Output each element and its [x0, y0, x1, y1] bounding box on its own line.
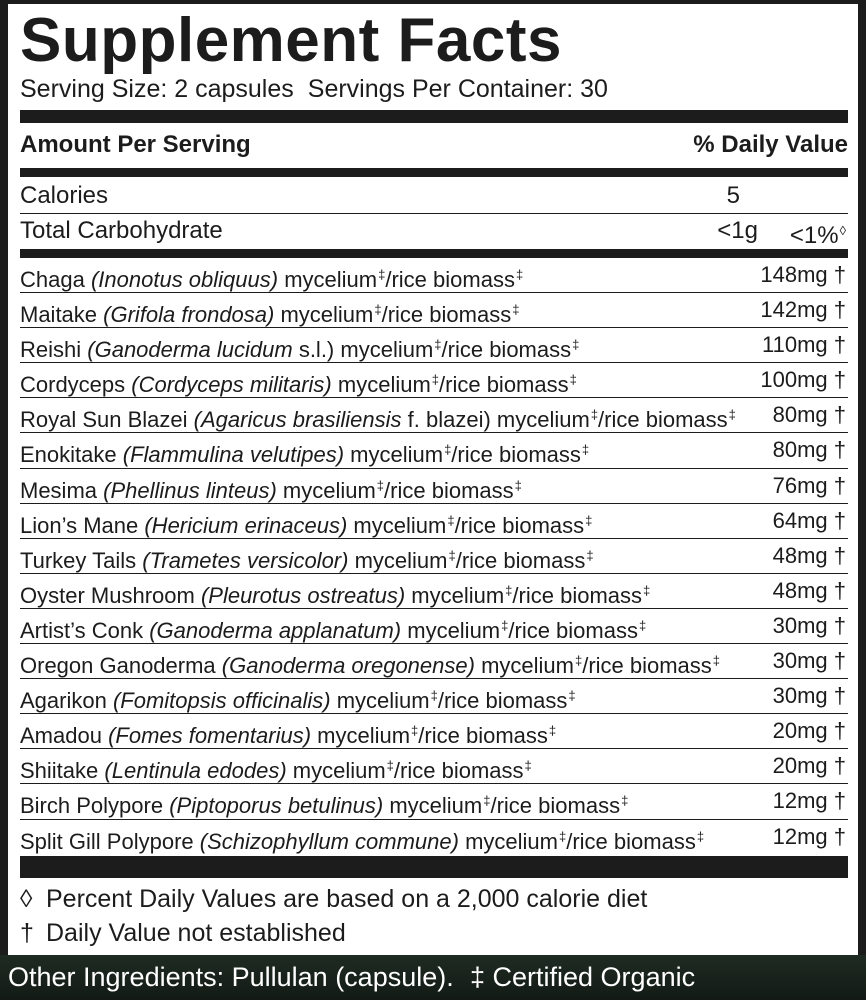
ingredient-row	[20, 469, 848, 504]
ingredient-name: Agarikon	[20, 688, 107, 714]
ingredient-form: mycelium‡/rice biomass‡	[474, 653, 721, 679]
ingredient-list	[20, 258, 848, 855]
ingredient-name: Mesima	[20, 477, 98, 503]
carbohydrate-row	[20, 214, 848, 248]
ingredient-name: Chaga	[20, 267, 85, 292]
ingredient-latin-name: (Piptoporus betulinus)	[169, 793, 384, 819]
ingredient-amount: 80mg †	[772, 437, 846, 463]
ingredient-row	[20, 293, 848, 328]
serving-info	[20, 76, 608, 102]
double-dagger-mark: ‡	[514, 477, 522, 493]
certified-organic-note: ‡ Certified Organic	[470, 962, 696, 992]
double-dagger-mark: ‡	[638, 617, 647, 633]
ingredient-description	[20, 644, 720, 683]
ingredient-form: mycelium‡/rice biomass‡	[334, 337, 580, 363]
ingredient-latin-name: (Schizophyllum commune)	[199, 828, 459, 854]
ingredient-amount: 12mg †	[772, 823, 846, 849]
ingredient-amount: 142mg †	[760, 297, 846, 323]
ingredient-name: Reishi	[20, 337, 82, 363]
ingredient-latin-name: (Flammulina velutipes)	[122, 442, 345, 468]
ingredient-form: mycelium‡/rice biomass‡	[311, 723, 557, 749]
ingredient-amount: 48mg †	[772, 542, 846, 568]
ingredient-name: Turkey Tails	[20, 547, 137, 573]
ingredient-row	[20, 609, 848, 644]
ingredient-name: Maitake	[20, 302, 98, 328]
ingredient-latin-name: (Ganoderma lucidum	[87, 337, 293, 363]
double-dagger-mark: ‡	[590, 407, 599, 423]
thick-divider-header	[20, 168, 848, 177]
panel-title: Supplement Facts	[20, 6, 562, 75]
ingredient-amount: 110mg †	[762, 332, 846, 358]
double-dagger-mark: ‡	[728, 407, 736, 423]
ingredient-description	[20, 784, 628, 823]
ingredient-row	[20, 504, 848, 539]
double-dagger-mark: ‡	[505, 582, 513, 598]
ingredient-row	[20, 363, 848, 398]
ingredient-latin-tail: f. blazei)	[401, 407, 491, 433]
ingredient-description	[20, 714, 556, 753]
carbohydrate-daily-value	[790, 214, 846, 253]
ingredient-form: mycelium‡/rice biomass‡	[278, 267, 524, 292]
ingredient-description	[20, 469, 522, 508]
ingredient-form: mycelium‡/rice biomass‡	[331, 372, 577, 398]
footnotes	[20, 882, 848, 950]
ingredient-row	[20, 398, 848, 433]
carbohydrate-amount: <1g	[717, 217, 758, 244]
ingredient-latin-name: (Ganoderma applanatum)	[149, 617, 402, 643]
calories-row	[20, 179, 848, 213]
carbohydrate-dv-value: <1%	[789, 222, 839, 249]
calories-label: Calories	[20, 182, 109, 209]
double-dagger-mark: ‡	[448, 547, 456, 563]
double-dagger-mark: ‡	[512, 302, 520, 318]
double-dagger-mark: ‡	[444, 442, 452, 458]
double-dagger-mark: ‡	[643, 582, 651, 598]
ingredient-latin-name: (Phellinus linteus)	[103, 477, 277, 503]
thick-divider-ingredients	[20, 249, 848, 258]
double-dagger-mark: ‡	[569, 372, 577, 388]
ingredient-form: mycelium‡/rice biomass‡	[458, 828, 705, 854]
ingredient-row	[20, 714, 848, 749]
double-dagger-mark: ‡	[524, 758, 532, 774]
ingredient-form: mycelium‡/rice biomass‡	[401, 617, 647, 643]
ingredient-amount: 100mg †	[760, 367, 846, 393]
ingredient-name: Enokitake	[20, 442, 117, 468]
double-dagger-mark: ‡	[386, 758, 394, 774]
ingredient-form: mycelium‡/rice biomass‡	[348, 547, 594, 573]
ingredient-form: mycelium‡/rice biomass‡	[490, 407, 736, 433]
ingredient-description	[20, 398, 736, 437]
ingredient-name: Split Gill Polypore	[20, 828, 194, 854]
ingredient-row	[20, 258, 848, 293]
footnote-text: Percent Daily Values are based on a 2,000 calorie diet	[46, 885, 648, 913]
double-dagger-mark: ‡	[434, 337, 442, 353]
ingredient-description	[20, 363, 577, 402]
ingredient-name: Cordyceps	[20, 372, 126, 398]
ingredient-description	[20, 609, 646, 648]
double-dagger-mark: ‡	[430, 688, 438, 704]
panel-content	[20, 4, 848, 955]
ingredient-description	[20, 574, 650, 613]
ingredient-latin-name: (Fomitopsis officinalis)	[112, 688, 331, 714]
diamond-mark: ◊	[839, 223, 846, 238]
thick-divider-bottom	[20, 856, 848, 878]
amount-header-row	[20, 128, 848, 162]
ingredient-form: mycelium‡/rice biomass‡	[383, 793, 629, 819]
ingredient-latin-name: (Fomes fomentarius)	[108, 723, 312, 749]
ingredient-latin-name: (Pleurotus ostreatus)	[200, 582, 406, 608]
footnote-not-established	[20, 916, 848, 950]
ingredient-row	[20, 539, 848, 574]
double-dagger-mark: ‡	[515, 267, 524, 282]
ingredient-form: mycelium‡/rice biomass‡	[330, 688, 576, 714]
ingredient-row	[20, 679, 848, 714]
ingredient-name: Amadou	[20, 723, 102, 749]
ingredient-latin-name: (Agaricus brasiliensis	[193, 407, 402, 433]
ingredient-amount: 20mg †	[772, 718, 846, 744]
ingredient-amount: 30mg †	[772, 683, 846, 709]
double-dagger-mark: ‡	[696, 828, 705, 844]
ingredient-name: Shiitake	[20, 758, 99, 784]
double-dagger-mark: ‡	[411, 723, 419, 739]
amount-per-serving-label: Amount Per Serving	[20, 131, 251, 158]
servings-per-container: Servings Per Container: 30	[307, 75, 608, 103]
other-ingredients: Other Ingredients: Pullulan (capsule).	[8, 962, 454, 992]
ingredient-name: Birch Polypore	[20, 793, 164, 819]
ingredient-form: mycelium‡/rice biomass‡	[405, 582, 651, 608]
daily-value-label: % Daily Value	[693, 131, 848, 158]
ingredient-latin-name: (Trametes versicolor)	[142, 547, 349, 573]
ingredient-form: mycelium‡/rice biomass‡	[274, 302, 520, 328]
thick-divider-top	[20, 110, 848, 123]
other-ingredients-strip	[0, 955, 866, 1000]
ingredient-latin-name: (Grifola frondosa)	[103, 302, 275, 328]
ingredient-row	[20, 644, 848, 679]
serving-size: Serving Size: 2 capsules	[20, 75, 294, 103]
double-dagger-mark: ‡	[483, 793, 491, 809]
ingredient-amount: 48mg †	[772, 577, 846, 603]
footnote-daily-values	[20, 882, 848, 916]
diamond-symbol: ◊	[20, 885, 33, 913]
ingredient-description	[20, 679, 576, 718]
ingredient-description	[20, 433, 589, 472]
ingredient-latin-name: (Inonotus obliquus)	[90, 267, 279, 292]
double-dagger-mark: ‡	[501, 617, 509, 633]
ingredient-row	[20, 574, 848, 609]
ingredient-latin-name: (Lentinula edodes)	[104, 758, 287, 784]
footnote-text: Daily Value not established	[46, 919, 346, 947]
ingredient-name: Royal Sun Blazei	[20, 407, 188, 433]
ingredient-row	[20, 820, 848, 855]
ingredient-latin-tail: s.l.)	[292, 337, 335, 363]
ingredient-description	[20, 539, 594, 578]
double-dagger-mark: ‡	[586, 547, 594, 563]
carbohydrate-label: Total Carbohydrate	[20, 217, 223, 244]
ingredient-amount: 30mg †	[772, 648, 846, 674]
ingredient-amount: 64mg †	[772, 507, 846, 533]
ingredient-amount: 12mg †	[772, 788, 846, 814]
ingredient-row	[20, 328, 848, 363]
dagger-symbol: †	[20, 919, 34, 947]
ingredient-form: mycelium‡/rice biomass‡	[286, 758, 532, 784]
ingredient-form: mycelium‡/rice biomass‡	[347, 512, 593, 538]
double-dagger-mark: ‡	[621, 793, 629, 809]
ingredient-latin-name: (Cordyceps militaris)	[131, 372, 332, 398]
calories-amount: 5	[726, 182, 740, 209]
ingredient-form: mycelium‡/rice biomass‡	[344, 442, 590, 468]
double-dagger-mark: ‡	[712, 653, 721, 669]
ingredient-description	[20, 293, 519, 332]
double-dagger-mark: ‡	[447, 512, 455, 528]
double-dagger-mark: ‡	[548, 723, 557, 739]
ingredient-row	[20, 433, 848, 468]
ingredient-name: Artist’s Conk	[20, 617, 144, 643]
ingredient-name: Lion’s Mane	[20, 512, 139, 538]
double-dagger-mark: ‡	[581, 442, 590, 458]
double-dagger-mark: ‡	[585, 512, 593, 528]
ingredient-amount: 20mg †	[772, 753, 846, 779]
ingredient-amount: 148mg †	[760, 262, 846, 287]
ingredient-row	[20, 784, 848, 819]
ingredient-amount: 30mg †	[772, 612, 846, 638]
double-dagger-mark: ‡	[568, 688, 576, 704]
ingredient-latin-name: (Ganoderma oregonense)	[221, 653, 475, 679]
ingredient-description	[20, 328, 579, 367]
ingredient-form: mycelium‡/rice biomass‡	[276, 477, 522, 503]
double-dagger-mark: ‡	[378, 267, 386, 282]
ingredient-row	[20, 749, 848, 784]
ingredient-amount: 80mg †	[772, 402, 846, 428]
double-dagger-mark: ‡	[558, 828, 567, 844]
ingredient-description	[20, 820, 704, 859]
ingredient-latin-name: (Hericium erinaceus)	[144, 512, 348, 538]
ingredient-description	[20, 749, 532, 788]
ingredient-amount: 76mg †	[772, 472, 846, 498]
ingredient-description	[20, 504, 592, 543]
ingredient-name: Oyster Mushroom	[20, 582, 195, 608]
double-dagger-mark: ‡	[431, 372, 440, 388]
ingredient-name: Oregon Ganoderma	[20, 653, 216, 679]
ingredient-description	[20, 258, 523, 297]
double-dagger-mark: ‡	[572, 337, 580, 353]
double-dagger-mark: ‡	[374, 302, 382, 318]
double-dagger-mark: ‡	[376, 477, 385, 493]
double-dagger-mark: ‡	[574, 653, 583, 669]
